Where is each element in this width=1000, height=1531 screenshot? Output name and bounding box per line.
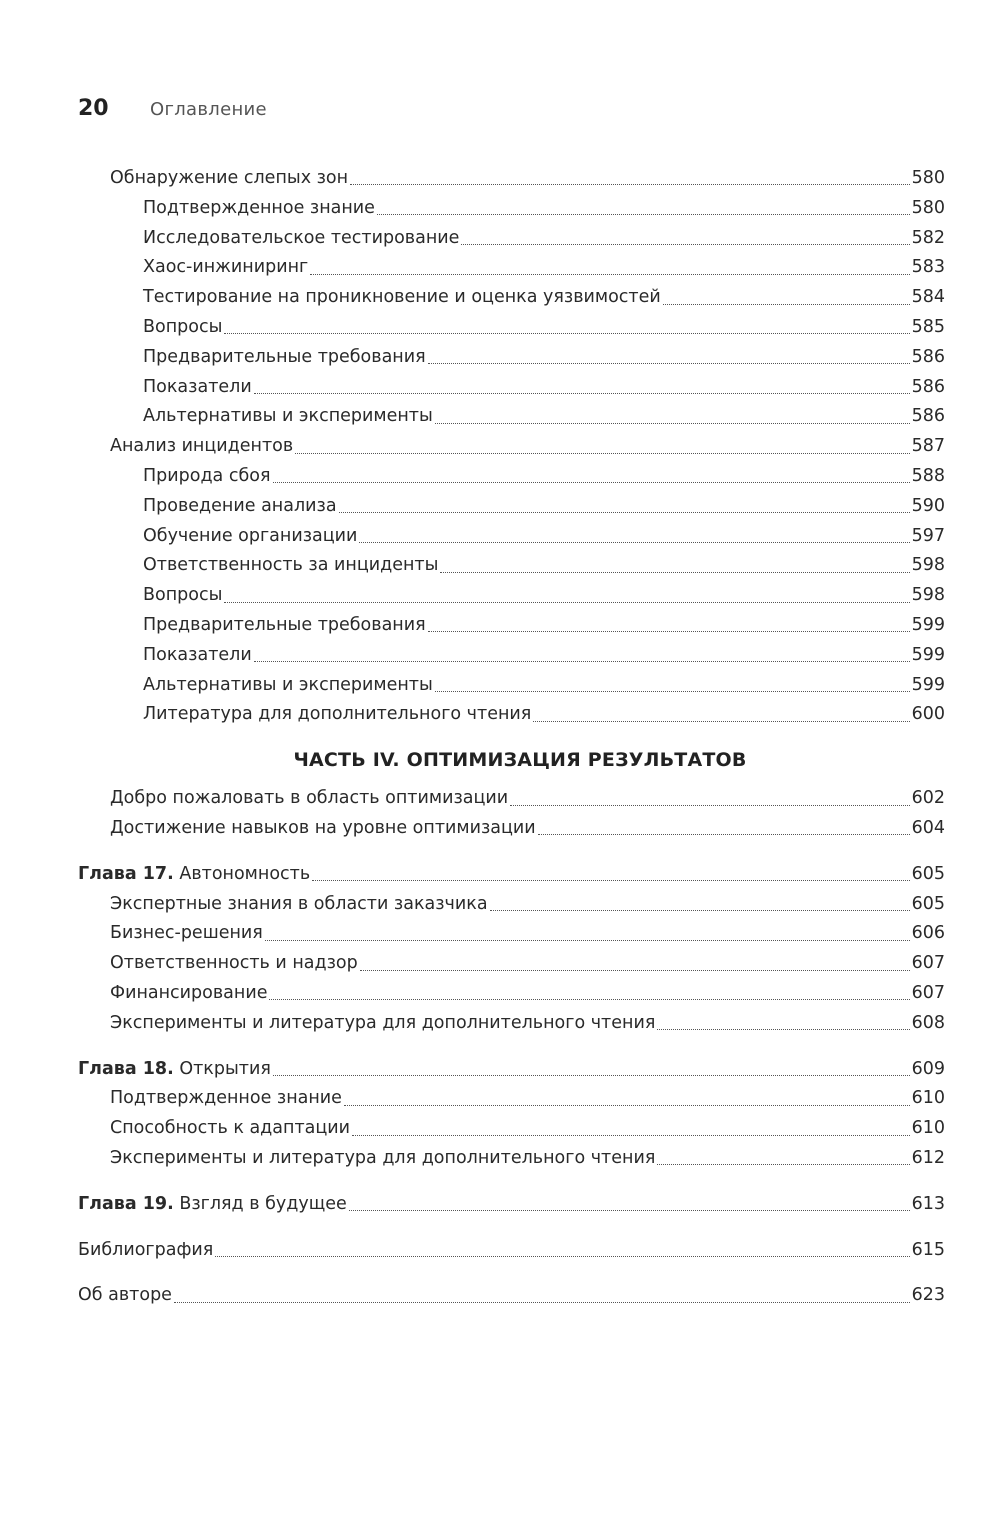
dot-leader <box>273 482 910 483</box>
entry-page-number: 582 <box>911 227 945 248</box>
entry-title: Способность к адаптации <box>110 1118 351 1139</box>
dot-leader <box>174 1302 910 1303</box>
dot-leader <box>312 880 909 881</box>
page-header <box>78 96 267 121</box>
toc-entry[interactable] <box>0 224 1000 254</box>
entry-page-number: 586 <box>911 406 945 427</box>
entry-title: Эксперименты и литература для дополнительного чтения <box>110 1012 656 1033</box>
dot-leader <box>435 423 910 424</box>
entry-title: Об авторе <box>78 1285 172 1306</box>
entry-page-number: 586 <box>911 376 945 397</box>
entry-title: Природа сбоя <box>143 465 271 486</box>
entry-title: Проведение анализа <box>143 495 337 516</box>
entry-page-number: 599 <box>911 674 945 695</box>
dot-leader <box>269 999 909 1000</box>
entry-page-number: 610 <box>911 1118 945 1139</box>
toc-entry[interactable] <box>0 919 1000 949</box>
dot-leader <box>657 1029 909 1030</box>
entry-page-number: 586 <box>911 346 945 367</box>
dot-leader <box>273 1075 910 1076</box>
page-number: 20 <box>78 96 109 121</box>
toc-entry[interactable] <box>0 784 1000 814</box>
dot-leader <box>224 602 909 603</box>
entry-page-number: 610 <box>911 1088 945 1109</box>
toc-chapter-entry[interactable] <box>0 1055 1000 1085</box>
running-title: Оглавление <box>150 99 267 120</box>
toc-entry[interactable] <box>0 1009 1000 1039</box>
entry-title: Добро пожаловать в область оптимизации <box>110 788 509 809</box>
dot-leader <box>490 910 910 911</box>
dot-leader <box>538 834 910 835</box>
toc-entry[interactable] <box>0 551 1000 581</box>
dot-leader <box>310 274 909 275</box>
dot-leader <box>265 940 910 941</box>
entry-title: Обучение организации <box>143 525 358 546</box>
entry-page-number: 583 <box>911 257 945 278</box>
entry-page-number: 598 <box>911 555 945 576</box>
dot-leader <box>510 805 909 806</box>
toc-entry[interactable] <box>0 313 1000 343</box>
dot-leader <box>350 184 910 185</box>
entry-page-number: 585 <box>911 316 945 337</box>
entry-title: Предварительные требования <box>143 346 426 367</box>
toc-entry[interactable] <box>0 700 1000 730</box>
entry-title: Достижение навыков на уровне оптимизации <box>110 817 536 838</box>
dot-leader <box>344 1105 910 1106</box>
part-heading: ЧАСТЬ IV. ОПТИМИЗАЦИЯ РЕЗУЛЬТАТОВ <box>293 749 747 772</box>
dot-leader <box>435 691 910 692</box>
dot-leader <box>663 304 910 305</box>
dot-leader <box>377 214 910 215</box>
entry-title: Тестирование на проникновение и оценка уязвимостей <box>143 287 661 308</box>
entry-title: Вопросы <box>143 316 223 337</box>
toc-entry[interactable] <box>0 611 1000 641</box>
chapter-number: Глава 18. <box>78 1058 174 1079</box>
entry-title: Вопросы <box>143 585 223 606</box>
entry-page-number: 584 <box>911 287 945 308</box>
entry-page-number: 599 <box>911 614 945 635</box>
entry-page-number: 604 <box>911 817 945 838</box>
entry-page-number: 609 <box>911 1058 945 1079</box>
toc-entry[interactable] <box>0 432 1000 462</box>
chapter-number: Глава 19. <box>78 1193 174 1214</box>
toc-entry[interactable] <box>0 1144 1000 1174</box>
toc-entry[interactable] <box>0 164 1000 194</box>
entry-page-number: 580 <box>911 197 945 218</box>
entry-title: Автономность <box>179 863 311 884</box>
entry-page-number: 590 <box>911 495 945 516</box>
entry-page-number: 623 <box>911 1285 945 1306</box>
toc-entry[interactable] <box>0 1236 1000 1266</box>
dot-leader <box>295 453 909 454</box>
toc-entry[interactable] <box>0 814 1000 844</box>
toc-group <box>0 1055 1000 1174</box>
toc-entry[interactable] <box>0 283 1000 313</box>
entry-page-number: 608 <box>911 1012 945 1033</box>
toc-entry[interactable] <box>0 492 1000 522</box>
dot-leader <box>428 363 910 364</box>
toc-group <box>0 860 1000 1039</box>
toc-entry[interactable] <box>0 1281 1000 1311</box>
entry-page-number: 615 <box>911 1239 945 1260</box>
toc-entry[interactable] <box>0 979 1000 1009</box>
dot-leader <box>339 512 910 513</box>
entry-page-number: 600 <box>911 704 945 725</box>
entry-page-number: 588 <box>911 465 945 486</box>
dot-leader <box>440 572 909 573</box>
entry-title: Хаос-инжиниринг <box>143 257 309 278</box>
toc-entry[interactable] <box>0 522 1000 552</box>
entry-title: Ответственность и надзор <box>110 953 358 974</box>
entry-title: Подтвержденное знание <box>143 197 375 218</box>
dot-leader <box>461 244 909 245</box>
toc-entry[interactable] <box>0 949 1000 979</box>
entry-title: Экспертные знания в области заказчика <box>110 893 488 914</box>
toc-entry[interactable] <box>0 373 1000 403</box>
toc-entry[interactable] <box>0 343 1000 373</box>
entry-page-number: 587 <box>911 436 945 457</box>
entry-page-number: 599 <box>911 644 945 665</box>
chapter-number: Глава 17. <box>78 863 174 884</box>
entry-page-number: 607 <box>911 953 945 974</box>
entry-title: Бизнес-решения <box>110 923 263 944</box>
toc-group <box>0 1236 1000 1266</box>
entry-page-number: 598 <box>911 585 945 606</box>
entry-title: Исследовательское тестирование <box>143 227 460 248</box>
entry-title: Финансирование <box>110 982 268 1003</box>
dot-leader <box>254 393 910 394</box>
toc-entry[interactable] <box>0 1114 1000 1144</box>
entry-page-number: 612 <box>911 1147 945 1168</box>
toc-entry[interactable] <box>0 253 1000 283</box>
entry-title: Обнаружение слепых зон <box>110 168 349 188</box>
toc-group <box>0 1190 1000 1220</box>
toc-entry[interactable] <box>0 641 1000 671</box>
entry-title: Показатели <box>143 376 252 397</box>
entry-title: Альтернативы и эксперименты <box>143 674 433 695</box>
entry-page-number: 613 <box>911 1193 945 1214</box>
toc-group <box>0 164 1000 730</box>
entry-title: Предварительные требования <box>143 614 426 635</box>
entry-page-number: 605 <box>911 863 945 884</box>
entry-page-number: 605 <box>911 893 945 914</box>
toc-group <box>0 1281 1000 1311</box>
entry-title: Анализ инцидентов <box>110 436 294 457</box>
entry-page-number: 606 <box>911 923 945 944</box>
dot-leader <box>657 1164 909 1165</box>
table-of-contents <box>0 164 1000 1327</box>
toc-entry[interactable] <box>0 194 1000 224</box>
dot-leader <box>215 1256 909 1257</box>
toc-chapter-entry[interactable] <box>0 1190 1000 1220</box>
entry-page-number: 607 <box>911 982 945 1003</box>
entry-title: Открытия <box>179 1058 271 1079</box>
entry-page-number: 602 <box>911 788 945 809</box>
toc-entry[interactable] <box>0 671 1000 701</box>
dot-leader <box>254 661 910 662</box>
entry-title: Эксперименты и литература для дополнительного чтения <box>110 1147 656 1168</box>
toc-entry[interactable] <box>0 890 1000 920</box>
entry-page-number: 597 <box>911 525 945 546</box>
entry-title: Библиография <box>78 1239 214 1260</box>
toc-entry[interactable] <box>0 581 1000 611</box>
toc-entry[interactable] <box>0 462 1000 492</box>
entry-title: Взгляд в будущее <box>179 1193 347 1214</box>
toc-entry[interactable] <box>0 402 1000 432</box>
toc-entry[interactable] <box>0 1084 1000 1114</box>
toc-chapter-entry[interactable] <box>0 860 1000 890</box>
dot-leader <box>224 333 909 334</box>
entry-title: Ответственность за инциденты <box>143 555 439 576</box>
entry-title: Альтернативы и эксперименты <box>143 406 433 427</box>
dot-leader <box>352 1135 910 1136</box>
entry-title: Показатели <box>143 644 252 665</box>
dot-leader <box>360 970 910 971</box>
entry-page-number: 580 <box>911 168 945 188</box>
entry-title: Подтвержденное знание <box>110 1088 342 1109</box>
dot-leader <box>349 1210 910 1211</box>
dot-leader <box>359 542 909 543</box>
toc-group <box>0 784 1000 844</box>
dot-leader <box>428 631 910 632</box>
entry-title: Литература для дополнительного чтения <box>143 704 532 725</box>
dot-leader <box>533 721 909 722</box>
